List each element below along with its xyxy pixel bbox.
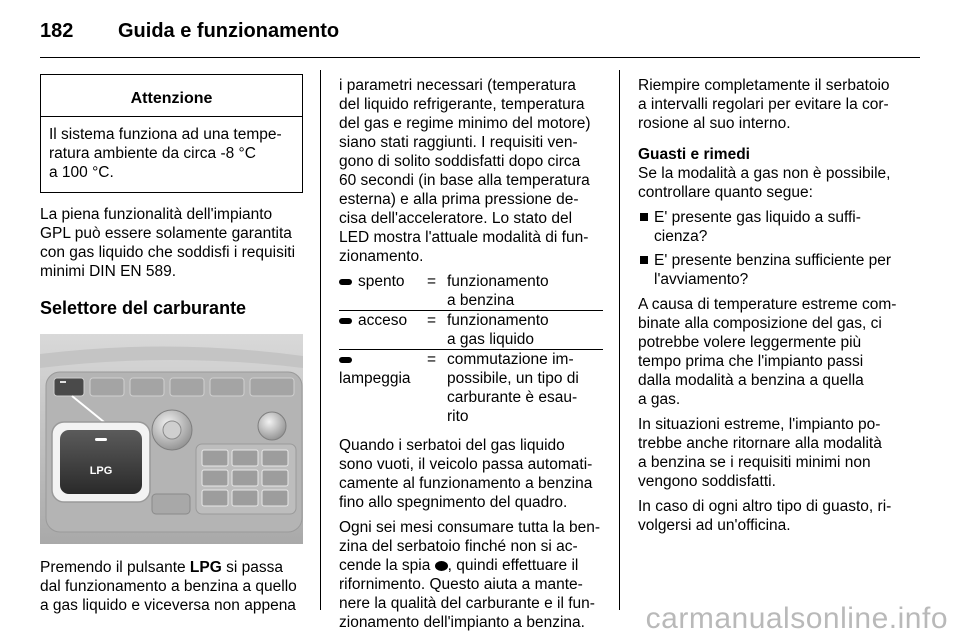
check-list (638, 208, 900, 289)
selector-text-start: Premendo il pulsante (40, 559, 190, 576)
lpg-button-photo (40, 334, 303, 544)
advice-text-start: Ogni sei mesi consumare tutta la ben- zina del serbatoio finché non si ac- cende la spia (339, 519, 601, 574)
refill-paragraph: Riempire completamente il serbatoio a intervalli regolari per evitare la cor- rosione al suo interno. (638, 77, 890, 132)
site-watermark: carmanualsonline.info (645, 602, 948, 635)
fuel-advice-paragraph (339, 518, 603, 632)
check-intro: Se la modalità a gas non è possibile, controllare quanto segue: (638, 165, 891, 201)
equals-sign: = (427, 273, 437, 290)
advice-text-end: , quindi effettuare il rifornimento. Questo aiuta a mante- nere la qualità del carburante e il fun- zionamento dell'impianto a benzina. (339, 557, 595, 631)
led-meaning: funzionamento a gas liquido (447, 311, 603, 350)
column-middle (339, 76, 603, 638)
page-header (40, 14, 920, 54)
table-row (339, 272, 603, 311)
led-icon (339, 318, 352, 324)
empty-tanks-paragraph: Quando i serbatoi del gas liquido sono vuoti, il veicolo passa automati- camente al funzionamento a benzina fino allo spegnimento del quadro. (339, 437, 593, 511)
warning-body: Il sistema funziona ad una tempe- ratura ambiente da circa -8 °C a 100 °C. (49, 126, 282, 181)
warning-lamp-icon (435, 561, 448, 571)
selector-text-end: si passa dal funzionamento a benzina a quello a gas liquido e viceversa non appena (40, 559, 297, 614)
led-icon (339, 279, 352, 285)
header-divider (40, 57, 920, 58)
column-right (638, 76, 900, 541)
column-left (40, 74, 303, 621)
equals-sign: = (427, 311, 447, 350)
warning-title: Attenzione (41, 75, 302, 117)
led-state: spento (358, 273, 405, 290)
table-row (339, 311, 603, 350)
troubleshooting-heading: Guasti e rimedi (638, 146, 750, 163)
led-state: lampeggia (339, 370, 411, 387)
section-title: Selettore del carburante (40, 298, 247, 318)
led-meaning: commutazione im- possibile, un tipo di carburante è esau- rito (447, 350, 603, 427)
equals-sign: = (427, 350, 447, 427)
page-number: 182 (40, 20, 74, 42)
led-icon (339, 357, 352, 363)
column-divider-2 (619, 70, 620, 610)
list-item: E' presente gas liquido a suffi- cienza? (638, 208, 900, 246)
led-meaning: funzionamento a benzina (447, 273, 549, 309)
other-faults-paragraph: In caso di ogni altro tipo di guasto, ri- volgersi ad un'officina. (638, 498, 892, 534)
table-row (339, 350, 603, 427)
lpg-button-label: LPG (89, 465, 113, 477)
column-divider-1 (320, 70, 321, 610)
page-title: Guida e funzionamento (118, 20, 340, 42)
selector-description (40, 558, 303, 615)
lpg-intro-paragraph: La piena funzionalità dell'impianto GPL può essere solamente garantita con gas liquido che soddisfi i requisiti minimi DIN EN 589. (40, 206, 296, 280)
lpg-button-ref: LPG (189, 559, 222, 576)
requirements-paragraph: i parametri necessari (temperatura del liquido refrigerante, temperatura del gas e regime minimo del motore) siano stati raggiunti. I requisiti ven- gono di solito soddisfatti dopo circa 60 secondi (in base alla temperatura esterna) e alla prima pressione de- cisa dell'acceleratore. Lo stato del LED mostra l'attuale modalità di fun- zionamento. (339, 77, 591, 265)
dashboard-illustration (40, 334, 303, 544)
led-state: acceso (358, 312, 408, 329)
led-status-table (339, 272, 603, 426)
extreme-temps-paragraph: A causa di temperature estreme com- binate alla composizione del gas, ci potrebbe volere leggermente più tempo prima che l'impianto passi dalla modalità a benzina a quella a gas. (638, 296, 897, 408)
warning-box (40, 74, 303, 193)
list-item: E' presente benzina sufficiente per l'avviamento? (638, 251, 900, 289)
extreme-situations-paragraph: In situazioni estreme, l'impianto po- trebbe anche ritornare alla modalità a benzina se i requisiti minimi non vengono soddisfatti. (638, 416, 882, 490)
